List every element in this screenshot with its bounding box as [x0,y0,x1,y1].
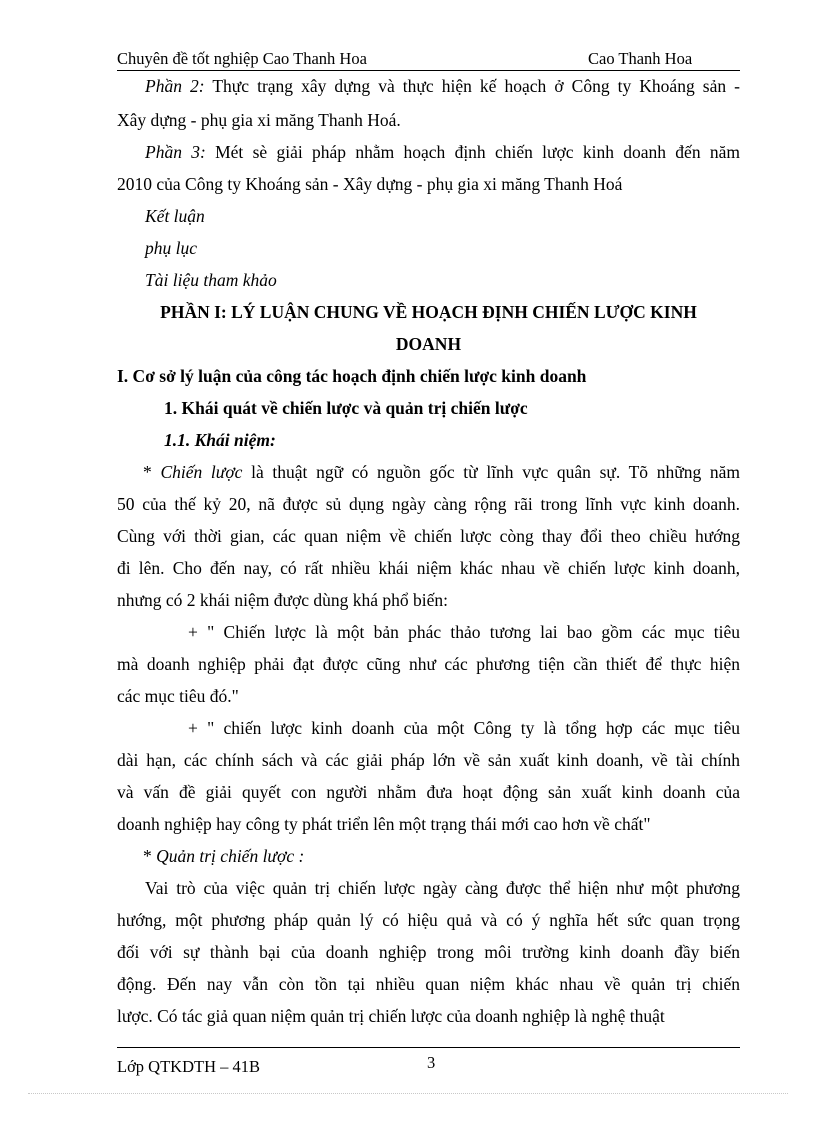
footer-class: Lớp QTKDTH – 41B [117,1057,261,1076]
quote2-line3: và vấn đề giải quyết con người nhằm đưa hoạt động sản xuất kinh doanh của [117,782,740,802]
page-number: 3 [427,1053,436,1072]
strategy-term: Chiến lược [160,462,243,482]
para1-line1-rest: là thuật ngữ có nguồn gốc từ lĩnh vực quân sự. Tõ những năm [251,462,741,482]
para2-line2: hướng, một phương pháp quản lý có hiệu quả và có ý nghĩa hết sức quan trọng [117,910,740,930]
toc-appendix: phụ lục [145,238,198,258]
page-edge-dotted-line [28,1093,788,1094]
header-author: Cao Thanh Hoa [588,49,693,68]
para2-line1: Vai trò của việc quản trị chiến lược ngày càng được thể hiện như một phương [145,878,740,898]
part1-title-line2: DOANH [395,334,462,354]
quote2-line2: dài hạn, các chính sách và các giải pháp lớn về sản xuất kinh doanh, về tài chính [117,750,740,770]
section1-heading: I. Cơ sở lý luận của công tác hoạch định chiến lược kinh doanh [117,366,587,386]
toc-references: Tài liệu tham khảo [145,270,277,290]
quote1-line2: mà doanh nghiệp phải đạt được cũng như các phương tiện cần thiết để thực hiện [117,654,740,674]
toc-part2-line2: Xây dựng - phụ gia xi măng Thanh Hoá. [117,110,401,130]
para1-line3: Cùng với thời gian, các quan niệm về chiến lược còng thay đổi theo chiều hướng [117,526,740,546]
toc-part2-label: Phần 2: [145,76,205,96]
para2-line5: lược. Có tác giả quan niệm quản trị chiến lược của doanh nghiệp là nghệ thuật [117,1006,665,1026]
para2-line3: đối với sự thành bại của doanh nghiệp trong môi trường kinh doanh đầy biến [117,942,740,962]
toc-conclusion: Kết luận [145,206,205,226]
bullet-asterisk: * [143,462,152,482]
quote1-line3: các mục tiêu đó." [117,686,239,706]
section1-sub11-heading: 1.1. Khái niệm: [164,430,276,450]
quote2-line1: + " chiến lược kinh doanh của một Công ty là tổng hợp các mục tiêu [188,718,740,738]
toc-part3-line2: 2010 của Công ty Khoáng sản - Xây dựng - phụ gia xi măng Thanh Hoá [117,174,623,194]
para1-line5: nhưng có 2 khái niệm được dùng khá phổ biến: [117,590,449,610]
part1-title-line1: PHẦN I: LÝ LUẬN CHUNG VỀ HOẠCH ĐỊNH CHIẾN LƯỢC KINH [160,302,697,322]
para1-line1 [143,462,740,483]
toc-part2-line1 [145,76,740,97]
quote2-line4: doanh nghiệp hay công ty phát triển lên một trạng thái mới cao hơn về chất" [117,814,651,834]
mgmt-heading-line [143,846,304,867]
header-divider [117,70,740,71]
footer-divider [117,1047,740,1048]
toc-part2-text: Thực trạng xây dựng và thực hiện kế hoạch ở Công ty Khoáng sản - [212,76,740,96]
quote1-line1: + " Chiến lược là một bản phác thảo tương lai bao gồm các mục tiêu [188,622,740,642]
section1-sub1-heading: 1. Khái quát về chiến lược và quản trị chiến lược [164,398,528,418]
mgmt-term: Quản trị chiến lược : [156,846,305,866]
toc-part3-line1 [145,142,740,163]
para1-line4: đi lên. Cho đến nay, có rất nhiều khái niệm khác nhau về chiến lược kinh doanh, [117,558,740,578]
bullet-asterisk: * [143,846,152,866]
header-left-text: Chuyên đề tốt nghiệp Cao Thanh Hoa [117,49,367,68]
toc-part3-label: Phần 3: [145,142,206,162]
para1-line2: 50 của thế kỷ 20, nã được sủ dụng ngày càng rộng rãi trong lĩnh vực kinh doanh. [117,494,740,514]
para2-line4: động. Đến nay vẫn còn tồn tại nhiều quan niệm khác nhau về quản trị chiến [117,974,740,994]
toc-part3-text: Mét sè giải pháp nhằm hoạch định chiến lược kinh doanh đến năm [215,142,740,162]
